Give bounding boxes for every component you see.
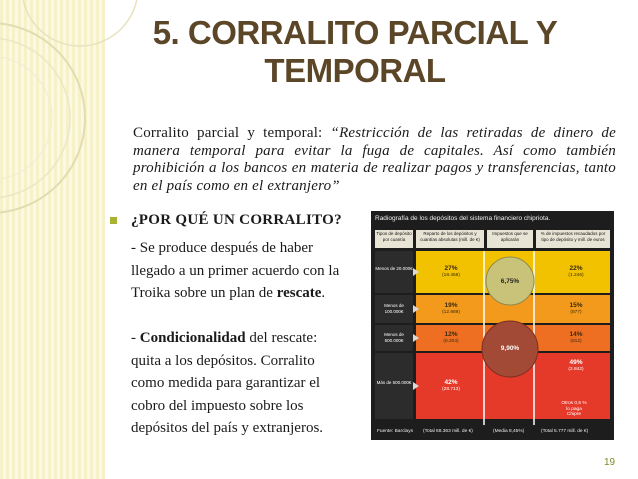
bullet-heading: ¿POR QUÉ UN CORRALITO? — [131, 212, 342, 228]
tax-share: 15% — [569, 302, 583, 309]
bullet-body — [131, 237, 371, 440]
tax-rate-low: 6,75% — [500, 278, 520, 285]
row-label-box — [375, 251, 413, 293]
body-text: depósitos del país y extranjeros. — [131, 420, 324, 436]
page-number: 19 — [604, 457, 616, 468]
footer-total-deposits: (Total 68.363 mill. de €) — [423, 429, 473, 434]
body-bold-text: Condicionalidad — [139, 330, 246, 346]
decorative-rings — [0, 0, 140, 479]
tax-amount: (812) — [570, 339, 582, 344]
deposit-infographic — [371, 211, 614, 440]
bullet-square-icon — [110, 217, 117, 224]
footer-source: Fuente: Barclays — [377, 429, 413, 434]
infographic-title: Radiografía de los depósitos del sistema financiero chipriota. — [375, 215, 551, 222]
body-line — [131, 417, 371, 440]
body-text: del rescate: — [245, 330, 318, 346]
body-text: Troika sobre un plan de — [131, 285, 277, 301]
definition-intro: Corralito parcial y temporal: — [133, 125, 331, 141]
body-line — [131, 260, 371, 283]
tax-amount: (877) — [570, 310, 582, 315]
body-text: llegado a un primer acuerdo con la — [131, 262, 340, 279]
page-title-line1: 5. CORRALITO PARCIAL Y — [152, 14, 558, 51]
tax-share: 49% — [569, 359, 583, 366]
definition-paragraph — [133, 125, 616, 195]
body-text: cobro del impuesto sobre los — [131, 397, 304, 414]
deposit-amount: (8.204) — [443, 339, 459, 344]
deposit-share: 19% — [444, 302, 458, 309]
footer-average: (Media 8,45%) — [493, 429, 525, 434]
tax-share: 22% — [569, 265, 583, 272]
body-line — [131, 327, 371, 350]
definition-quote: “Restricción de las retiradas de dinero de manera temporal para evitar la fuga de capitales. Así como también prohibición a los bancos en materia de realizar pagos y transferencias, tanto en el país como en el extranjero” — [133, 125, 616, 194]
tax-rate-high: 9,90% — [500, 345, 520, 352]
body-line — [131, 305, 371, 328]
page-title-line2: TEMPORAL — [264, 52, 446, 89]
tax-amount: (2.842) — [568, 367, 584, 372]
deposit-share: 42% — [444, 379, 458, 386]
deposit-share: 27% — [444, 265, 458, 272]
body-text: como medida para garantizar el — [131, 375, 321, 391]
row-label: Menos de 20.000€ — [375, 266, 413, 271]
deposit-amount: (28.713) — [442, 387, 460, 392]
header-recaudados: % de impuestos recaudados por tipo de depósito y mill. de euros — [536, 230, 610, 248]
row-label: Menos de 500.000€ — [384, 332, 404, 343]
header-tipos: Tipos de depósito por cuantía — [375, 230, 413, 248]
header-impuestos: Impuestos que se aplicarán — [487, 230, 533, 248]
body-line — [131, 237, 371, 260]
deposit-amount: (12.989) — [442, 310, 460, 315]
page-title — [120, 14, 590, 90]
body-line — [131, 372, 371, 395]
row-label: Más de 500.000€ — [376, 380, 412, 385]
body-line — [131, 282, 371, 305]
tax-share: 14% — [569, 331, 583, 338]
body-line — [131, 350, 371, 373]
body-text: . — [321, 285, 326, 301]
body-text: quita a los depósitos. Corralito — [131, 352, 315, 369]
row-label-box — [375, 353, 413, 419]
body-bold-text: rescate — [276, 285, 322, 301]
header-reparto: Reparto de los depósitos y cuantías absolutas (mill. de €) — [416, 230, 484, 248]
body-text: - Se produce después de haber — [131, 240, 314, 256]
row-label: Menos de 100.000€ — [384, 303, 404, 314]
deposit-share: 12% — [444, 331, 458, 338]
footer-total-tax: (Total 5.777 mill. de €) — [541, 429, 589, 434]
deposit-amount: (18.458) — [442, 273, 460, 278]
body-text: - — [131, 330, 140, 346]
chipre-note: Otros 0,5 % lo paga Chipre — [561, 401, 587, 417]
body-line — [131, 395, 371, 418]
tax-amount: (1.246) — [568, 273, 584, 278]
